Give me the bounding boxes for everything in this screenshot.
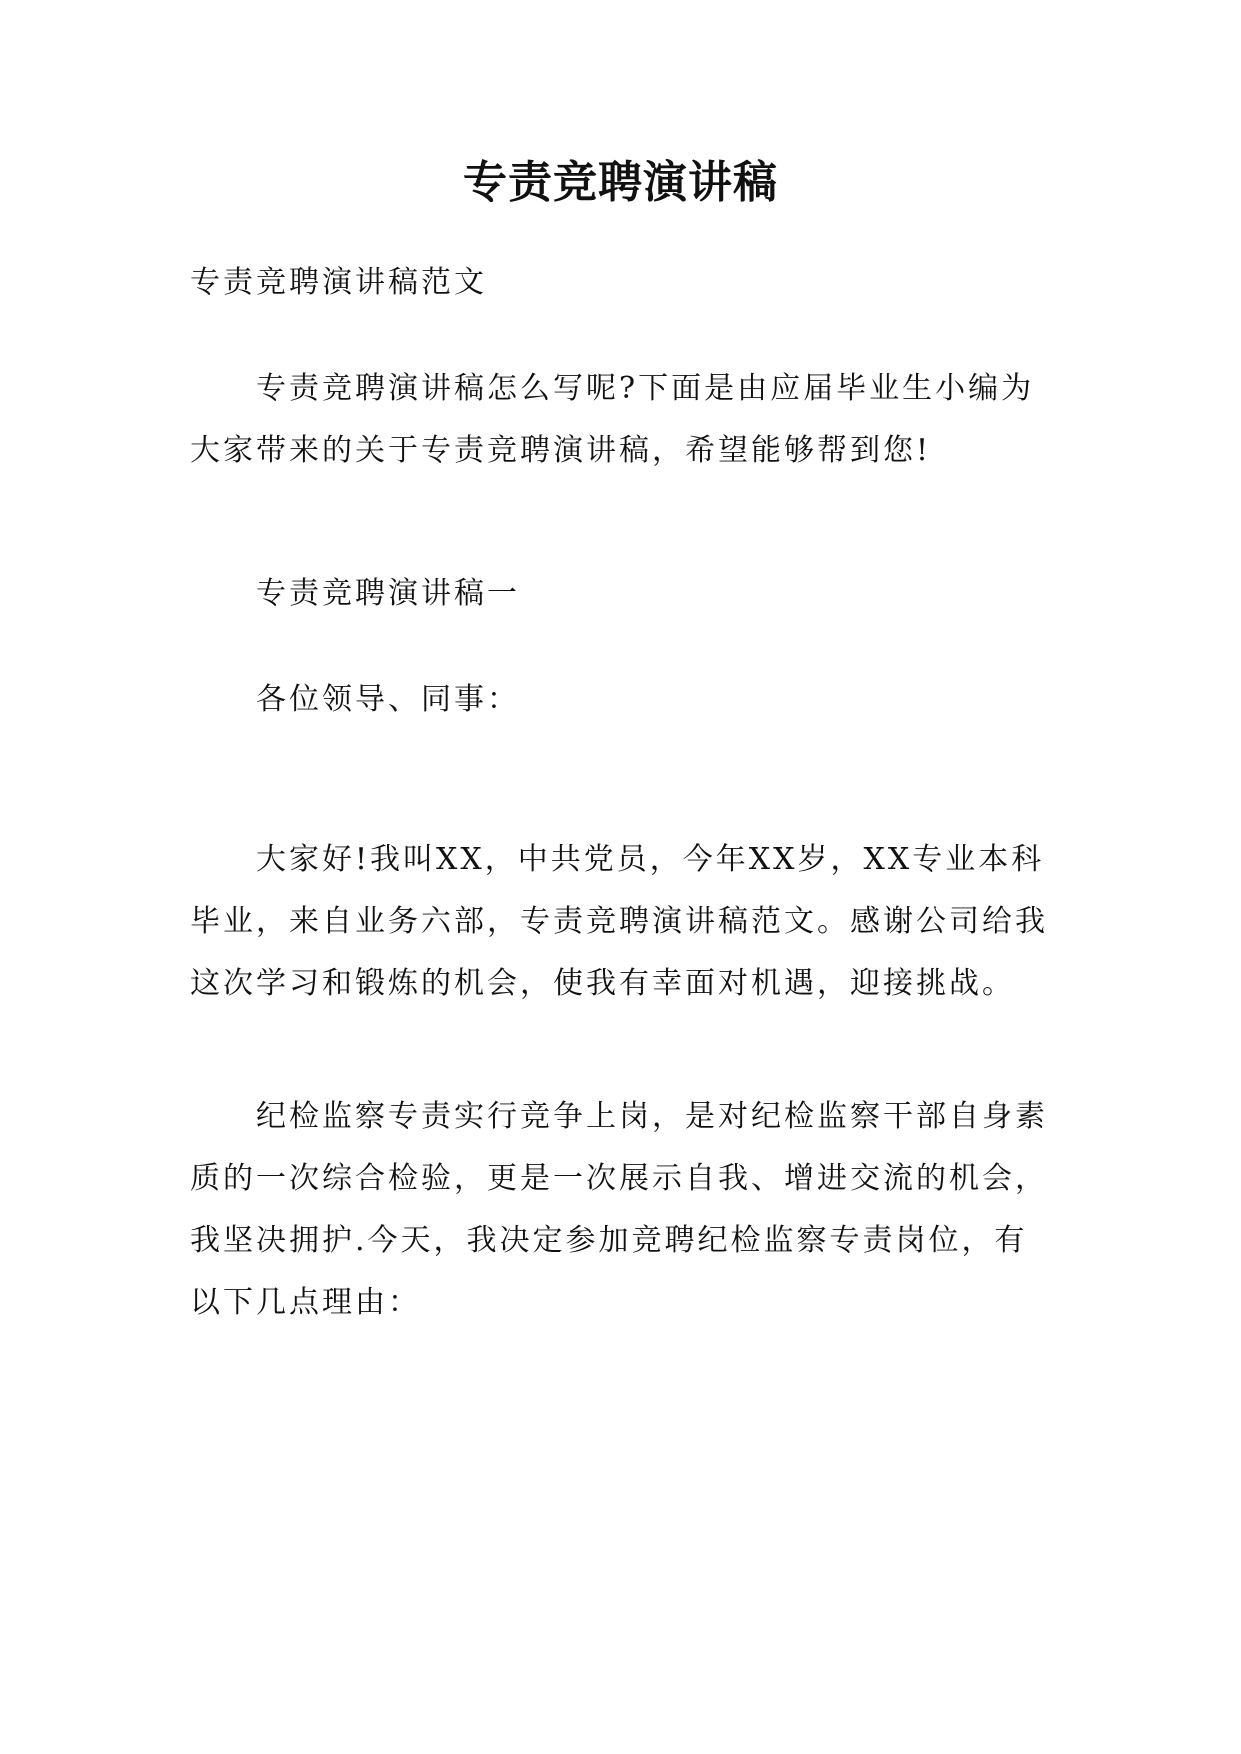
- paragraph1-line-3: 这次学习和锻炼的机会，使我有幸面对机遇，迎接挑战。: [190, 966, 1015, 1001]
- paragraph2-line-3: 我坚决拥护.今天，我决定参加竞聘纪检监察专责岗位，有: [190, 1223, 1028, 1258]
- subtitle-text: 专责竞聘演讲稿范文: [190, 265, 487, 300]
- salutation-text: 各位领导、同事：: [256, 682, 520, 717]
- section-heading: [190, 563, 1060, 625]
- paragraph2-line-2: 质的一次综合检验，更是一次展示自我、增进交流的机会，: [190, 1161, 1048, 1196]
- intro-paragraph: [190, 358, 1060, 482]
- paragraph-introduction-self: [190, 829, 1060, 1015]
- paragraph-reasons: [190, 1086, 1060, 1334]
- intro-line-2: 大家带来的关于专责竞聘演讲稿，希望能够帮到您!: [190, 433, 932, 468]
- paragraph1-line-1: 大家好!我叫XX，中共党员，今年XX岁，XX专业本科: [256, 842, 1045, 877]
- salutation: [190, 669, 1060, 731]
- paragraph2-line-4: 以下几点理由：: [190, 1285, 421, 1320]
- paragraph2-line-1: 纪检监察专责实行竞争上岗，是对纪检监察干部自身素: [256, 1099, 1048, 1134]
- document-subtitle: [190, 252, 1060, 314]
- section-heading-text: 专责竞聘演讲稿一: [256, 576, 520, 611]
- paragraph1-line-2: 毕业，来自业务六部，专责竞聘演讲稿范文。感谢公司给我: [190, 904, 1048, 939]
- intro-line-1: 专责竞聘演讲稿怎么写呢?下面是由应届毕业生小编为: [256, 371, 1035, 406]
- document-title: 专责竞聘演讲稿: [463, 157, 778, 208]
